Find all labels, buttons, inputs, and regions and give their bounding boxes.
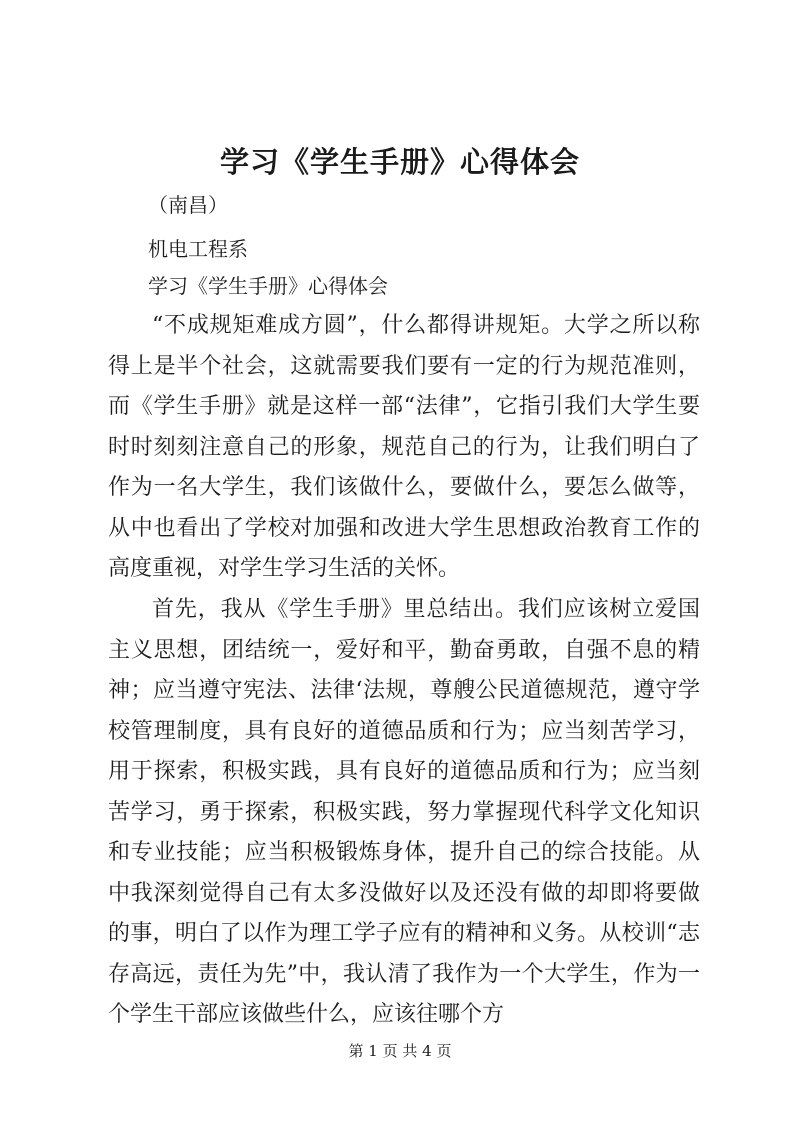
document-title: 学习《学生手册》心得体会 — [219, 145, 580, 179]
subtitle-line: 学习《学生手册》心得体会 — [148, 274, 388, 298]
page-number-footer: 第 1 页 共 4 页 — [348, 1042, 452, 1060]
body-paragraph-2: 首先，我从《学生手册》里总结出。我们应该树立爱国主义思想，团结统一，爱好和平，勤奋勇敢，自强不息的精神；应当遵守宪法、法律‘法规，尊艘公民道德规范，遵守学校管理制度，具有良好的道德品质和行为；应当刻苦学习，用于探索，积极实践，具有良好的道德品质和行为；应当刻苦学习，勇于探索，积极实践，努力掌握现代科学文化知识和专业技能；应当积极锻炼身体，提升自己的综合技能。从中我深刻觉得自己有太多没做好以及还没有做的却即将要做的事，明白了以作为理工学子应有的精神和义务。从校训“志存高远，责任为先”中，我认清了我作为一个大学生，作为一个学生干部应该做些什么，应该往哪个方 — [108, 597, 700, 1027]
department-line: 机电工程系 — [148, 237, 248, 261]
location-line: （南昌） — [148, 193, 228, 217]
body-paragraph-1: “不成规矩难成方圆”，什么都得讲规矩。大学之所以称得上是半个社会，这就需要我们要有一定的行为规范准则，而《学生手册》就是这样一部“法律”，它指引我们大学生要时时刻刻注意自己的形象，规范自己的行为，让我们明白了作为一名大学生，我们该做什么，要做什么，要怎么做等，从中也看出了学校对加强和改进大学生思想政治教育工作的高度重视，对学生学习生活的关怀。 — [108, 313, 700, 581]
